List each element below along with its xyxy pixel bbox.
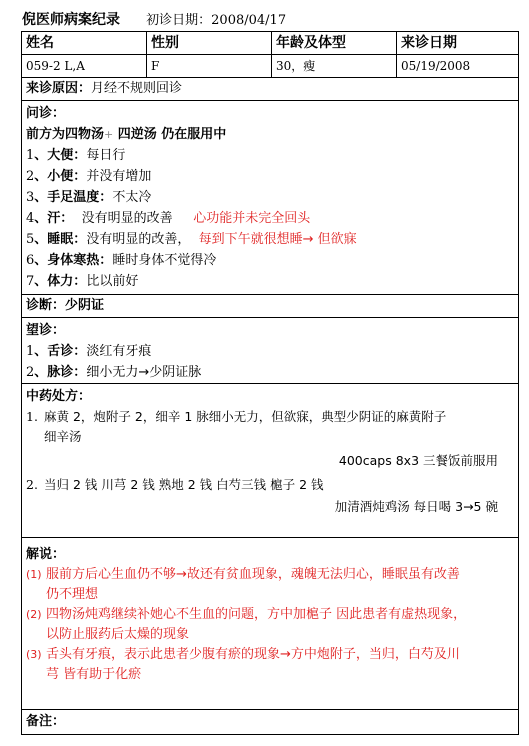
herbal-label: 中药处方： — [26, 389, 92, 404]
first-visit-label: 初诊日期： — [146, 13, 212, 28]
herbal-prescription-section — [22, 384, 518, 538]
header-visit-date: 来诊日期 — [401, 35, 457, 51]
header-name: 姓名 — [22, 32, 147, 54]
analysis-label: 解说： — [26, 547, 66, 562]
rx1-line2: 细辛汤 — [44, 429, 82, 444]
diagnosis-value: 少阴证 — [65, 298, 105, 313]
patient-id: 059-2 L,A — [22, 55, 147, 77]
diagnosis-row — [22, 295, 518, 318]
diagnosis-label: 诊断： — [26, 298, 66, 313]
case-record-table — [21, 31, 519, 735]
inquiry-label: 问诊： — [26, 106, 66, 121]
patient-age-build: 30，瘦 — [272, 55, 397, 77]
analysis-item: (1) 服前方后心生血仍不够→故还有贫血现象，魂魄无法归心，睡眠虽有改善 仍不理想 — [26, 567, 460, 602]
patient-gender: F — [147, 55, 272, 77]
observation-section — [22, 318, 518, 384]
observation-item: 1、舌诊：淡红有牙痕 — [26, 344, 152, 359]
record-title: 倪医师病案纪录 — [22, 12, 120, 28]
patient-visit-date: 05/19/2008 — [401, 59, 471, 73]
sleep-note: 每到下午就很想睡→ 但欲寐 — [198, 232, 357, 247]
reason-value: 月经不规则回诊 — [91, 81, 183, 96]
header-gender: 性别 — [147, 32, 272, 54]
inquiry-item: 5、睡眠：没有明显的改善， 每到下午就很想睡→ 但欲寐 — [26, 232, 357, 247]
first-visit-date: 2008/04/17 — [211, 13, 287, 28]
rx1-line1: 1. 麻黄 2，炮附子 2，细辛 1 脉细小无力，但欲寐，典型少阴证的麻黄附子 — [26, 409, 447, 424]
inquiry-item: 3、手足温度：不太冷 — [26, 190, 152, 205]
rx2-dosage: 加清酒炖鸡汤 每日喝 3→5 碗 — [334, 499, 498, 514]
analysis-item: (3) 舌头有牙痕，表示此患者少腹有瘀的现象→方中炮附子，当归，白芍及川 芎 皆有助于化瘀 — [26, 647, 460, 682]
remarks-row — [22, 710, 518, 734]
rx2-line1: 2. 当归 2 钱 川芎 2 钱 熟地 2 钱 白芍三钱 槴子 2 钱 — [26, 477, 324, 492]
inquiry-item: 2、小便：并没有增加 — [26, 169, 152, 184]
patient-table-header — [22, 32, 518, 55]
inquiry-item: 1、大便：每日行 — [26, 148, 126, 163]
reason-label: 来诊原因： — [26, 81, 92, 96]
inquiry-item: 7、体力：比以前好 — [26, 274, 139, 289]
rx1-dosage: 400caps 8x3 三餐饭前服用 — [338, 453, 498, 468]
header-age-build: 年龄及体型 — [272, 32, 397, 54]
inquiry-section — [22, 101, 518, 295]
record-header — [22, 8, 519, 32]
observation-label: 望诊： — [26, 323, 66, 338]
analysis-item: (2) 四物汤炖鸡继续补她心不生血的问题，方中加槴子 因此患者有虚热现象， 以防止服药后太燥的现象 — [26, 607, 467, 642]
previous-prescription-note: 前方为四物汤+ 四逆汤 仍在服用中 — [26, 127, 227, 142]
inquiry-item: 6、身体寒热：睡时身体不觉得冷 — [26, 253, 217, 268]
analysis-section — [22, 538, 518, 710]
reason-row — [22, 78, 518, 101]
remarks-label: 备注： — [26, 714, 66, 729]
inquiry-item: 4、汗： 没有明显的改善 心功能并未完全回头 — [26, 211, 311, 226]
observation-item: 2、脉诊：细小无力→少阴证脉 — [26, 365, 202, 380]
sweat-note: 心功能并未完全回头 — [193, 211, 311, 226]
patient-table-values — [22, 55, 518, 78]
